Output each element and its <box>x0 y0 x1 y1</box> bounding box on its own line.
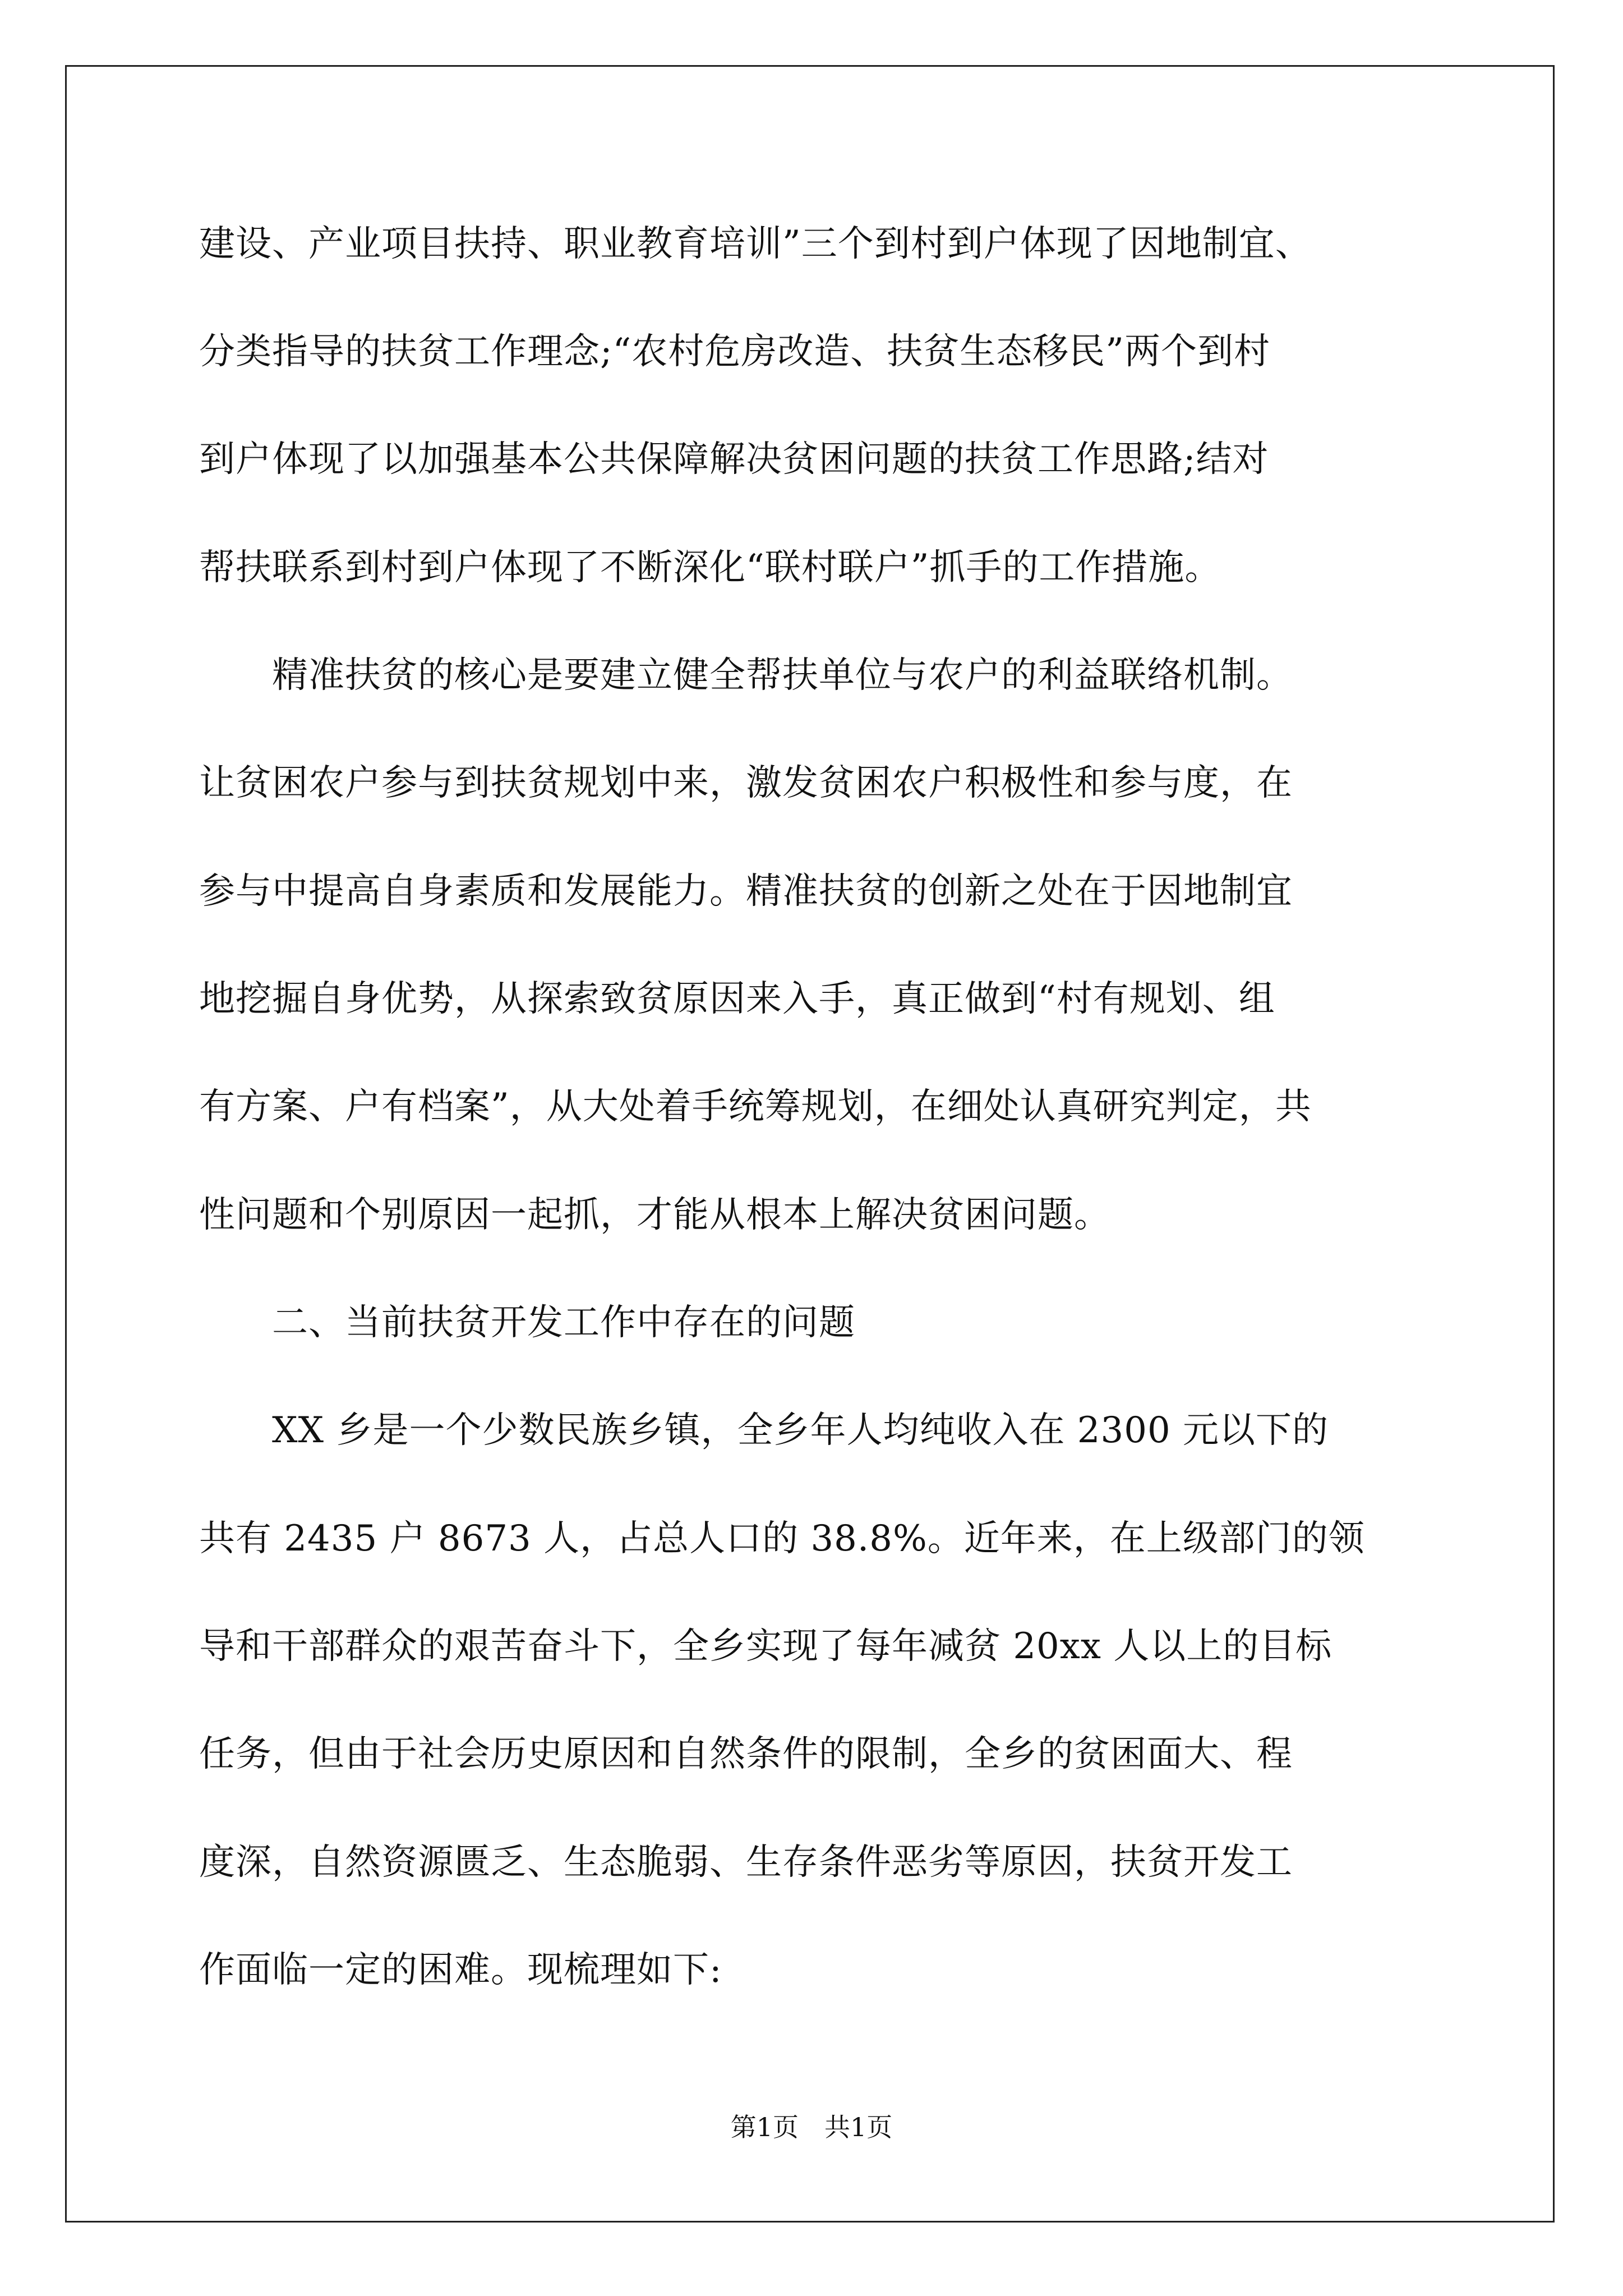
section-heading: 二、当前扶贫开发工作中存在的问题 <box>199 1302 855 1343</box>
text-line: 到户体现了以加强基本公共保障解决贫困问题的扶贫工作思路;结对 <box>199 439 1269 480</box>
text-line: 参与中提高自身素质和发展能力。精准扶贫的创新之处在于因地制宜 <box>199 871 1293 912</box>
text-line: 精准扶贫的核心是要建立健全帮扶单位与农户的利益联络机制。 <box>199 655 1293 696</box>
text-line: 帮扶联系到村到户体现了不断深化“联村联户”抓手的工作措施。 <box>199 547 1221 588</box>
text-line: 导和干部群众的艰苦奋斗下，全乡实现了每年减贫 20xx 人以上的目标 <box>199 1626 1332 1667</box>
text-line: 任务，但由于社会历史原因和自然条件的限制，全乡的贫困面大、程 <box>199 1733 1293 1775</box>
text-line: 性问题和个别原因一起抓，才能从根本上解决贫困问题。 <box>199 1194 1110 1236</box>
page-footer: 第1页 共1页 <box>730 2112 893 2142</box>
text-line: XX 乡是一个少数民族乡镇，全乡年人均纯收入在 2300 元以下的 <box>199 1410 1329 1451</box>
text-line: 共有 2435 户 8673 人，占总人口的 38.8%。近年来，在上级部门的领 <box>199 1518 1365 1559</box>
text-line: 建设、产业项目扶持、职业教育培训”三个到村到户体现了因地制宜、 <box>199 223 1312 265</box>
text-line: 度深，自然资源匮乏、生态脆弱、生存条件恶劣等原因，扶贫开发工 <box>199 1842 1293 1883</box>
text-line: 作面临一定的困难。现梳理如下: <box>199 1949 722 1991</box>
text-line: 有方案、户有档案”，从大处着手统筹规划，在细处认真研究判定，共 <box>199 1086 1312 1128</box>
text-line: 地挖掘自身优势，从探索致贫原因来入手，真正做到“村有规划、组 <box>199 978 1275 1020</box>
text-line: 分类指导的扶贫工作理念;“农村危房改造、扶贫生态移民”两个到村 <box>199 331 1270 372</box>
text-line: 让贫困农户参与到扶贫规划中来，激发贫困农户积极性和参与度，在 <box>199 762 1293 804</box>
page-border <box>65 65 1555 2223</box>
